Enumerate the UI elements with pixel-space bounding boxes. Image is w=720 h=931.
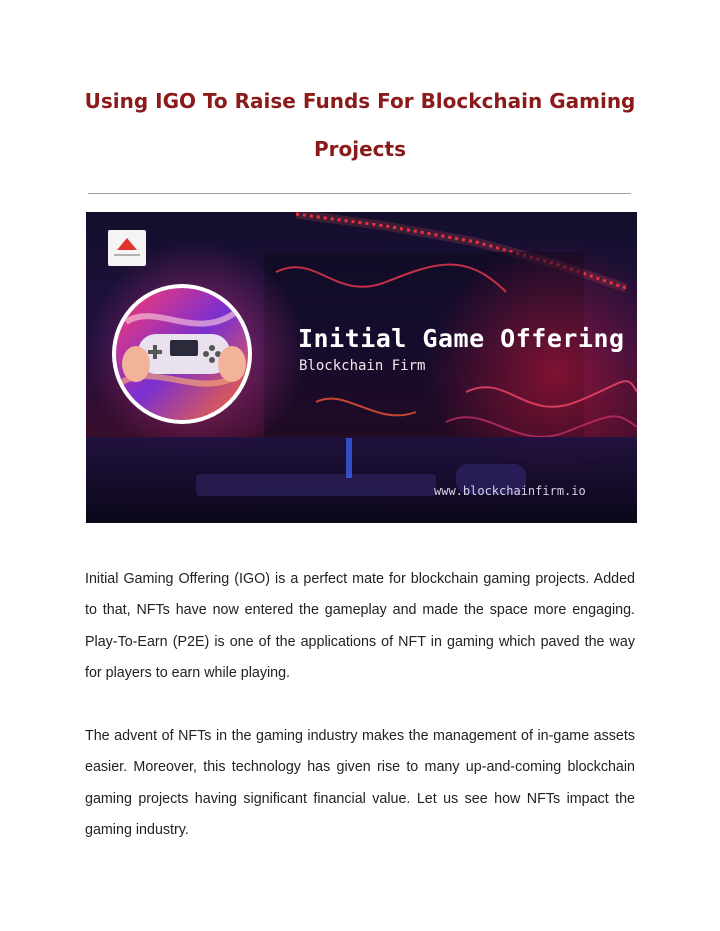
title-divider <box>88 193 631 194</box>
body-paragraph-2: The advent of NFTs in the gaming industry makes the management of in-game assets easier. Moreover, this technology has given rise to many up-and-coming blockchain gaming projects having significant financial value. Let us see how NFTs impact the gaming industry. <box>85 728 635 838</box>
brand-logo <box>108 230 146 266</box>
banner-subheading: Blockchain Firm <box>299 358 426 374</box>
logo-wordmark <box>114 254 140 256</box>
banner-heading: Initial Game Offering <box>298 324 625 353</box>
page-title-line-2: Projects <box>313 137 406 161</box>
body-paragraph-1: Initial Gaming Offering (IGO) is a perfect mate for blockchain gaming projects. Added to that, NFTs have now entered the gameplay and made the space more engaging. Play-To-Earn (P2E) is one of the applications of NFT in gaming which paved the way for players to earn while playing. <box>85 571 635 681</box>
banner-url: www.blockchainfirm.io <box>434 484 586 498</box>
page-title-line-1: Using IGO To Raise Funds For Blockchain Gaming <box>84 89 636 113</box>
banner-image <box>86 212 637 523</box>
logo-mark-icon <box>117 238 137 250</box>
